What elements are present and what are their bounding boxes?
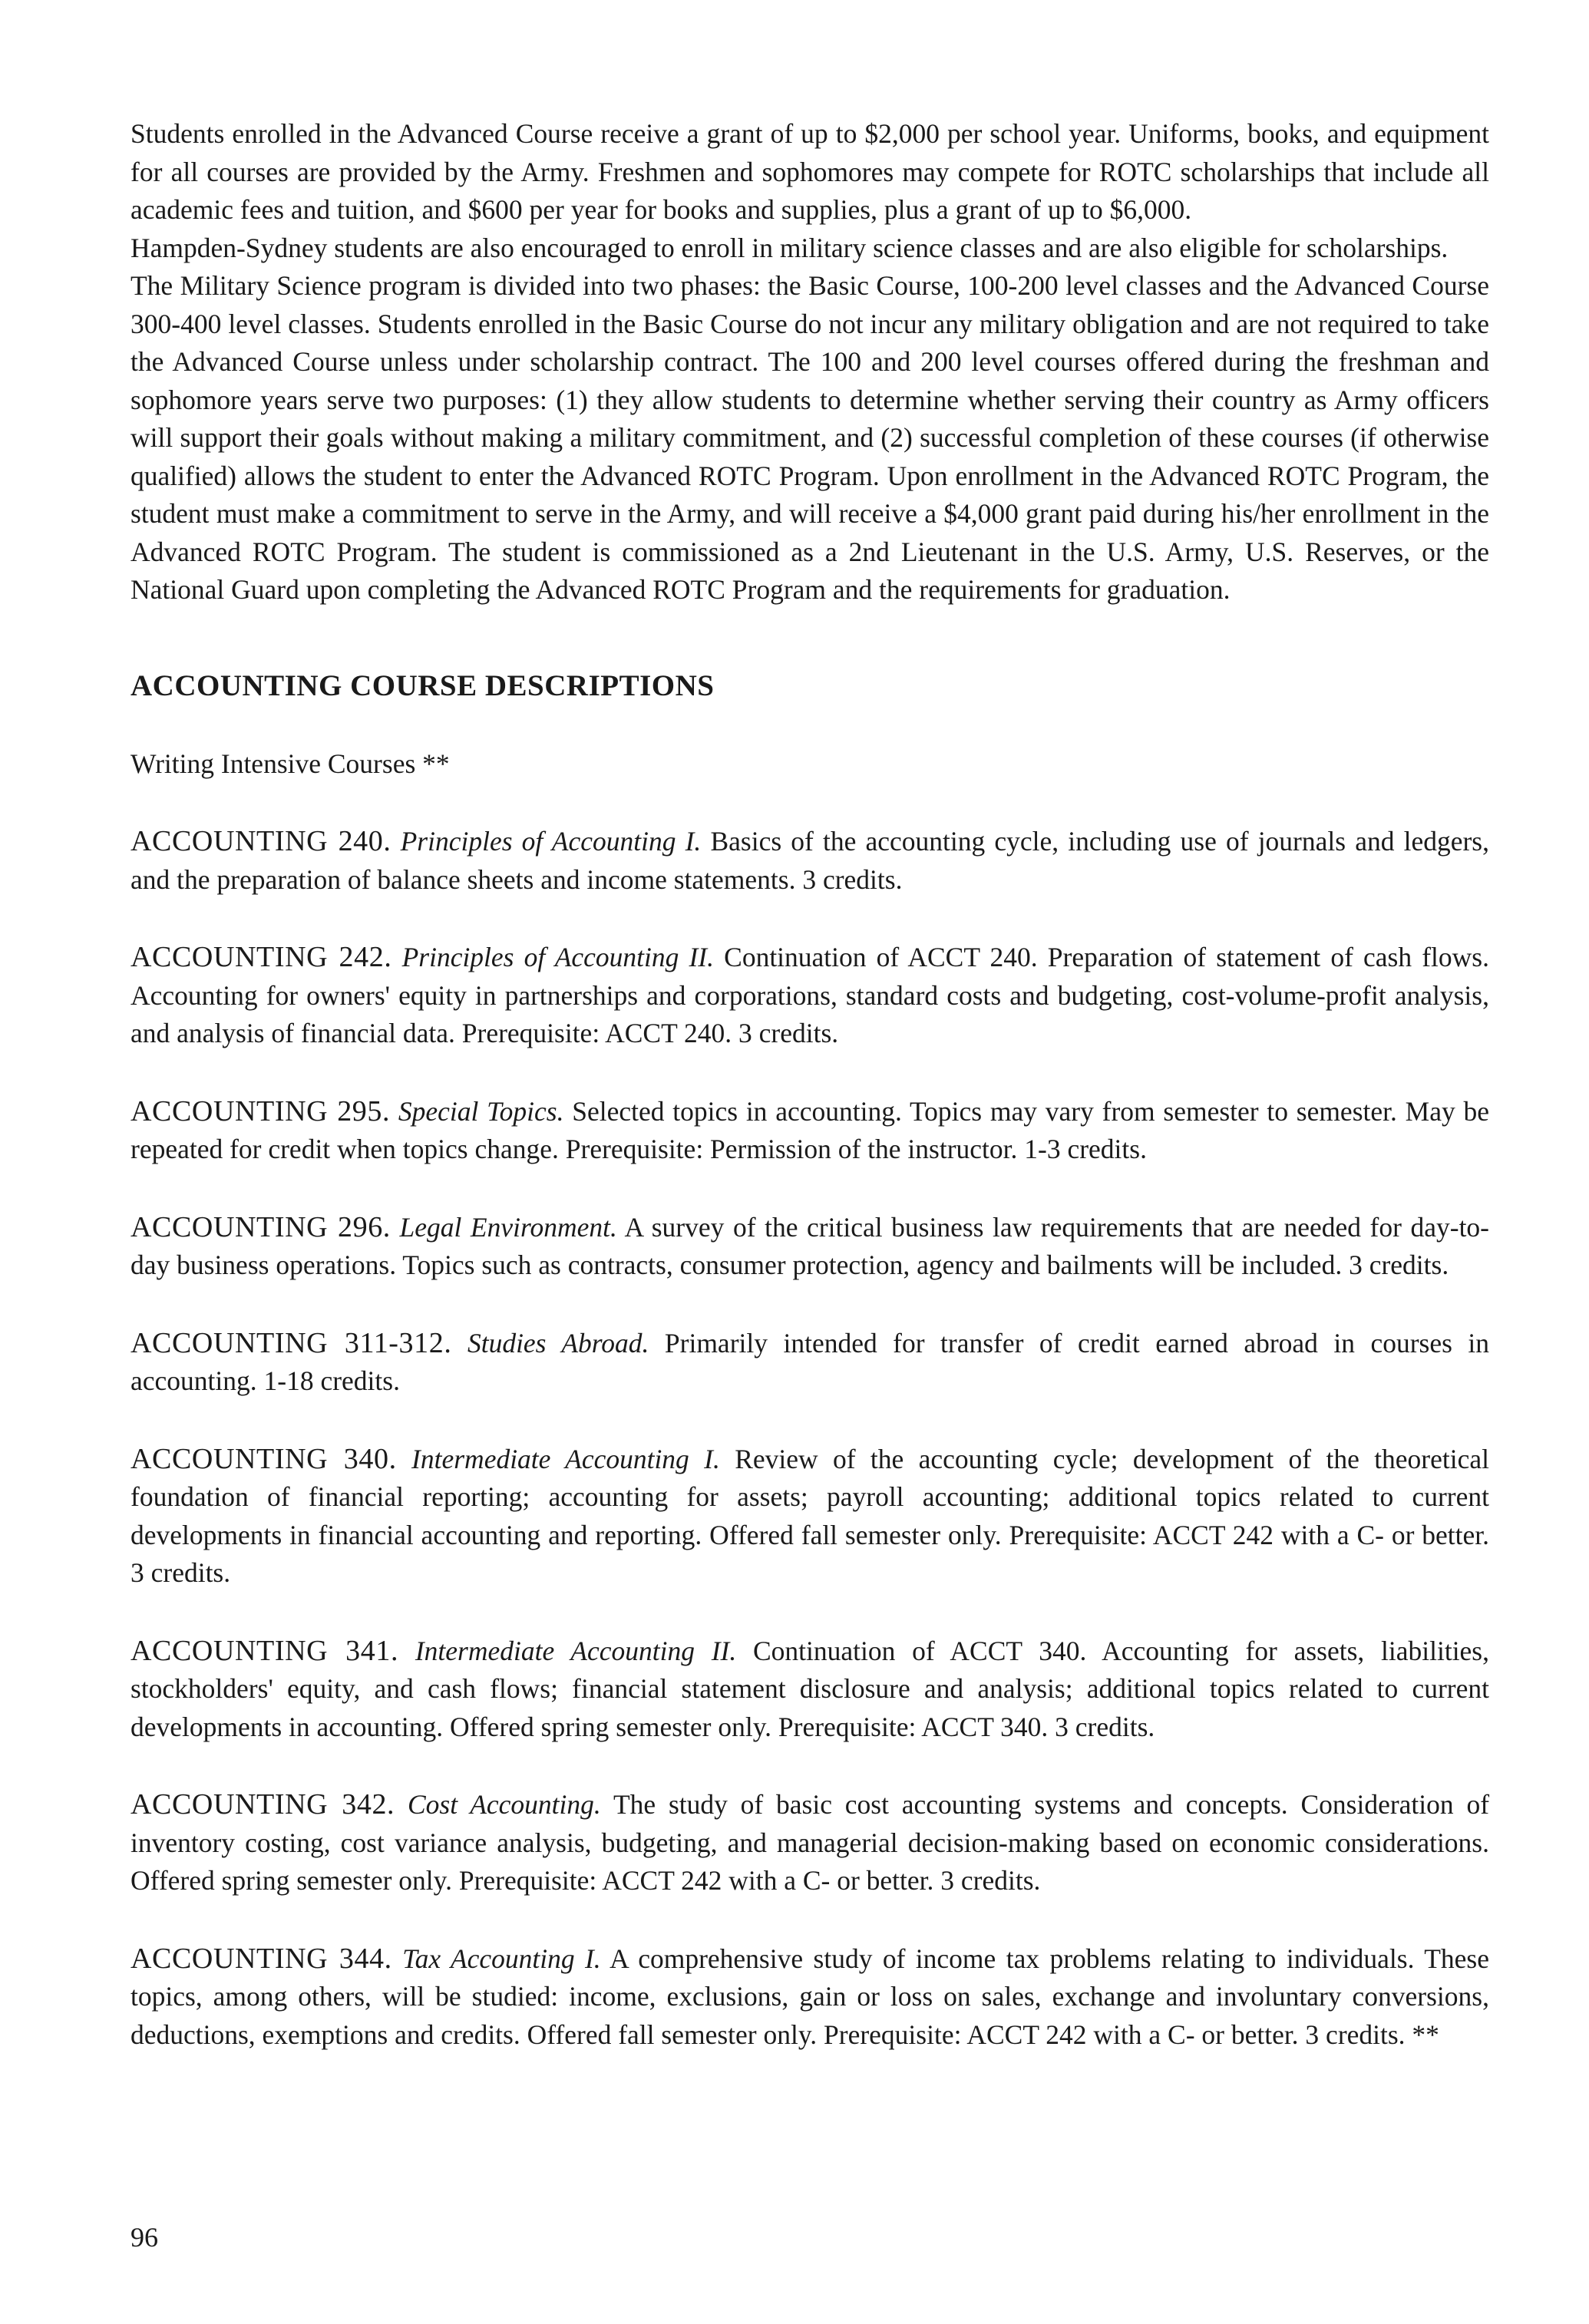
course-code: ACCOUNTING 342. [130, 1788, 395, 1821]
course-description: The study of basic cost accounting systems and concepts. Consideration of inventory costing, cost variance analysis, budgeting, and managerial decision-making based on economic considerations. Offered spring semester only. Prerequisite: ACCT 242 with a C- or better. 3 credits. [130, 1789, 1490, 1896]
course-code: ACCOUNTING 311-312. [130, 1326, 452, 1359]
course-title: Special Topics. [398, 1095, 564, 1127]
course-description: A comprehensive study of income tax problems relating to individuals. These topics, among others, will be studied: income, exclusions, gain or loss on sales, exchange and involuntary conversions, deductions, exemptions and credits. Offered fall semester only. Prerequisite: ACCT 242 with a C- or better. 3 credits. ** [130, 1943, 1490, 2050]
course-title: Tax Accounting I. [402, 1943, 601, 1974]
course-code: ACCOUNTING 344. [130, 1942, 392, 1975]
course-code: ACCOUNTING 341. [130, 1634, 399, 1667]
page-number: 96 [130, 2222, 158, 2253]
course-code: ACCOUNTING 296. [130, 1210, 391, 1243]
course-code: ACCOUNTING 295. [130, 1094, 391, 1127]
course-description: Review of the accounting cycle; development of the theoretical foundation of financial reporting; accounting for assets; payroll accounting; additional topics related to current developments in financial accounting and reporting. Offered fall semester only. Prerequisite: ACCT 242 with a C- or better. 3 credits. [130, 1443, 1489, 1588]
course-code: ACCOUNTING 340. [130, 1442, 397, 1475]
course-entry-340 [130, 1441, 1489, 1593]
course-title: Studies Abroad. [467, 1327, 649, 1358]
intro-paragraph-hampden-sydney: Hampden-Sydney students are also encouraged to enroll in military science classes and are also eligible for scholarships. [130, 232, 1449, 263]
course-description: A survey of the critical business law requirements that are needed for day-to-day business operations. Topics such as contracts, consumer protection, agency and bailments will be included. 3 credits. [130, 1211, 1490, 1280]
course-code: ACCOUNTING 240. [130, 825, 391, 857]
course-description: Continuation of ACCT 340. Accounting for assets, liabilities, stockholders' equity, and cash flows; financial statement disclosure and analysis; additional topics related to current developments in accounting. Offered spring semester only. Prerequisite: ACCT 340. 3 credits. [130, 1635, 1489, 1742]
course-entry-341 [130, 1632, 1489, 1747]
course-entry-344 [130, 1940, 1489, 2055]
document-page [130, 115, 1489, 2054]
course-title: Intermediate Accounting I. [411, 1443, 720, 1474]
section-heading: ACCOUNTING COURSE DESCRIPTIONS [130, 668, 715, 702]
course-description: Primarily intended for transfer of credit earned abroad in courses in accounting. 1-18 credits. [130, 1327, 1490, 1396]
intro-paragraph-program-phases: The Military Science program is divided into two phases: the Basic Course, 100-200 level classes and the Advanced Course 300-400 level classes. Students enrolled in the Basic Course do not incur any military obligation and are not required to take the Advanced Course unless under scholarship contract. The 100 and 200 level courses offered during the freshman and sophomore years serve two purposes: (1) they allow students to determine whether serving their country as Army officers will support their goals without making a military commitment, and (2) successful completion of these courses (if otherwise qualified) allows the student to enter the Advanced ROTC Program. Upon enrollment in the Advanced ROTC Program, the student must make a commitment to serve in the Army, and will receive a $4,000 grant paid during his/her enrollment in the Advanced ROTC Program. The student is commissioned as a 2nd Lieutenant in the U.S. Army, U.S. Reserves, or the National Guard upon completing the Advanced ROTC Program and the requirements for graduation. [130, 270, 1489, 605]
course-title: Legal Environment. [399, 1211, 617, 1243]
course-code: ACCOUNTING 242. [130, 941, 392, 973]
course-title: Principles of Accounting II. [401, 942, 715, 972]
intro-paragraph-grants: Students enrolled in the Advanced Course receive a grant of up to $2,000 per school year. Uniforms, books, and equipment for all courses are provided by the Army. Freshmen and sophomores may compete for ROTC scholarships that include all academic fees and tuition, and $600 per year for books and supplies, plus a grant of up to $6,000. [130, 118, 1489, 225]
course-description: Selected topics in accounting. Topics may vary from semester to semester. May be repeated for credit when topics change. Prerequisite: Permission of the instructor. 1-3 credits. [130, 1095, 1489, 1164]
course-description: Continuation of ACCT 240. Preparation of statement of cash flows. Accounting for owners' equity in partnerships and corporations, standard costs and budgeting, cost-volume-profit analysis, and analysis of financial data. Prerequisite: ACCT 240. 3 credits. [130, 942, 1489, 1048]
course-title: Principles of Accounting I. [400, 826, 702, 857]
course-title: Cost Accounting. [407, 1789, 601, 1820]
course-entry-296 [130, 1209, 1489, 1285]
writing-intensive-note: Writing Intensive Courses ** [130, 748, 450, 779]
course-entry-240 [130, 823, 1489, 899]
course-entry-242 [130, 939, 1489, 1053]
course-entry-311-312 [130, 1325, 1489, 1401]
course-description: Basics of the accounting cycle, including use of journals and ledgers, and the preparation of balance sheets and income statements. 3 credits. [130, 826, 1489, 895]
course-entry-342 [130, 1786, 1489, 1900]
course-entry-295 [130, 1093, 1489, 1169]
course-title: Intermediate Accounting II. [415, 1635, 737, 1666]
